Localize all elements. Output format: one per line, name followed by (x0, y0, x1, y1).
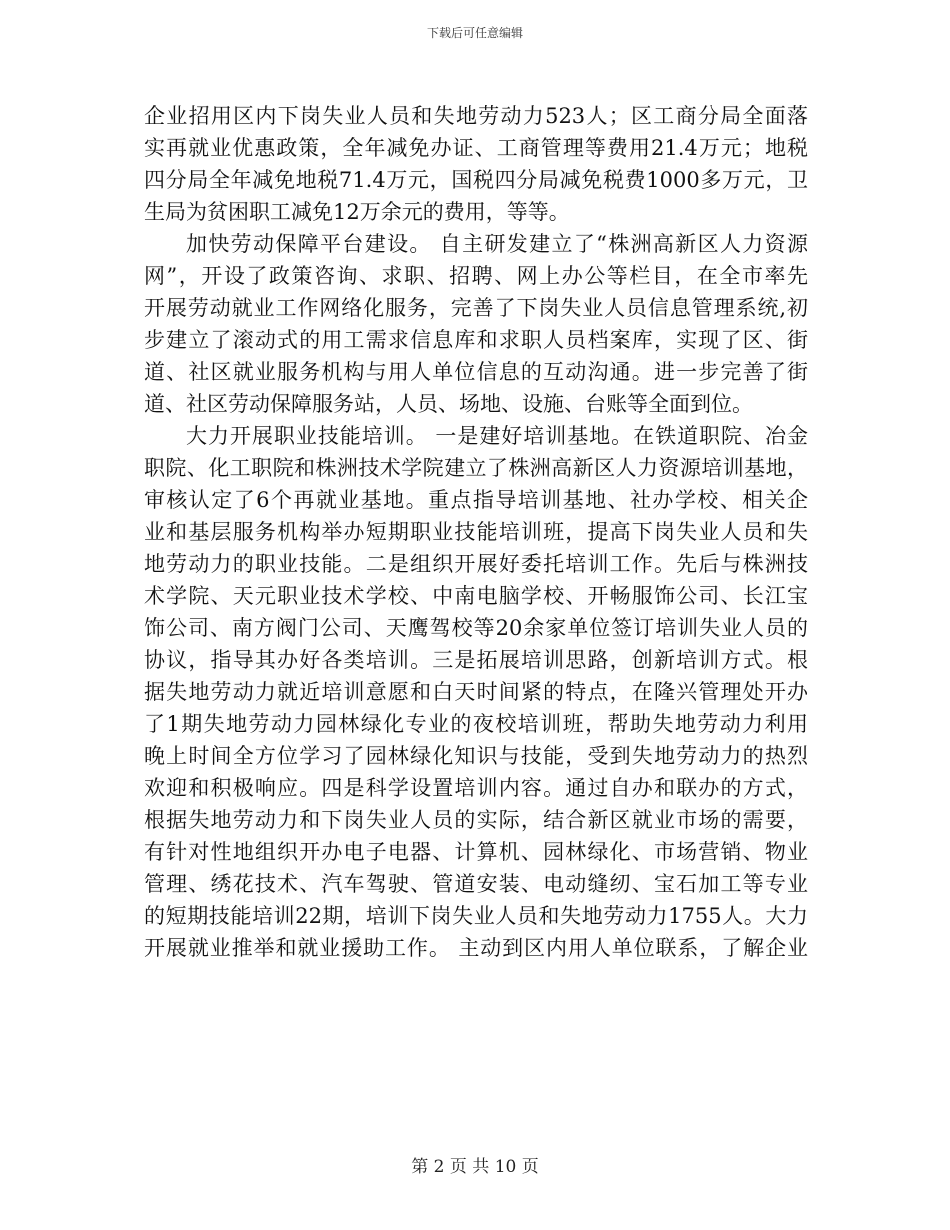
body-line: 业和基层服务机构举办短期职业技能培训班，提高下岗失业人员和失 (144, 520, 808, 544)
body-line: 欢迎和积极响应。四是科学设置培训内容。通过自办和联办的方式， (144, 776, 808, 800)
body-line: 生局为贫困职工减免12万余元的费用，等等。 (144, 200, 570, 224)
paragraph-first-line: 加快劳动保障平台建设。 自主研发建立了“株洲高新区人力资源 (186, 232, 808, 256)
body-line: 根据失地劳动力和下岗失业人员的实际，结合新区就业市场的需要， (144, 808, 808, 832)
body-line: 了1期失地劳动力园林绿化专业的夜校培训班，帮助失地劳动力利用 (144, 712, 808, 736)
body-line: 道、社区劳动保障服务站，人员、场地、设施、台账等全面到位。 (144, 392, 753, 416)
body-line: 饰公司、南方阀门公司、天鹰驾校等20余家单位签订培训失业人员的 (144, 616, 808, 640)
body-line: 开展就业推举和就业援助工作。 主动到区内用人单位联系，了解企业 (144, 936, 808, 960)
body-line: 实再就业优惠政策，全年减免办证、工商管理等费用21.4万元；地税 (144, 136, 808, 160)
document-body (144, 100, 808, 964)
body-line: 职院、化工职院和株洲技术学院建立了株洲高新区人力资源培训基地， (144, 456, 808, 480)
body-line: 据失地劳动力就近培训意愿和白天时间紧的特点，在隆兴管理处开办 (144, 680, 808, 704)
body-line: 管理、绣花技术、汽车驾驶、管道安装、电动缝纫、宝石加工等专业 (144, 872, 808, 896)
body-line: 审核认定了6个再就业基地。重点指导培训基地、社办学校、相关企 (144, 488, 808, 512)
body-line: 术学院、天元职业技术学校、中南电脑学校、开畅服饰公司、长江宝 (144, 584, 808, 608)
body-line: 的短期技能培训22期，培训下岗失业人员和失地劳动力1755人。大力 (144, 904, 808, 928)
body-line: 四分局全年减免地税71.4万元，国税四分局减免税费1000多万元，卫 (144, 168, 808, 192)
body-line: 协议，指导其办好各类培训。三是拓展培训思路，创新培训方式。根 (144, 648, 808, 672)
body-line: 步建立了滚动式的用工需求信息库和求职人员档案库，实现了区、街 (144, 328, 808, 352)
body-line: 有针对性地组织开办电子电器、计算机、园林绿化、市场营销、物业 (144, 840, 808, 864)
page-number-footer: 第 2 页 共 10 页 (411, 1157, 539, 1177)
page-header: 下载后可任意编辑 (426, 26, 523, 40)
body-line: 地劳动力的职业技能。二是组织开展好委托培训工作。先后与株洲技 (144, 552, 808, 576)
body-line: 道、社区就业服务机构与用人单位信息的互动沟通。进一步完善了街 (144, 360, 808, 384)
paragraph-first-line: 大力开展职业技能培训。 一是建好培训基地。在铁道职院、冶金 (186, 424, 808, 448)
body-line: 网”，开设了政策咨询、求职、招聘、网上办公等栏目，在全市率先 (144, 264, 808, 288)
body-line: 开展劳动就业工作网络化服务，完善了下岗失业人员信息管理系统,初 (144, 296, 808, 320)
body-line: 企业招用区内下岗失业人员和失地劳动力523人；区工商分局全面落 (144, 104, 808, 128)
body-line: 晚上时间全方位学习了园林绿化知识与技能，受到失地劳动力的热烈 (144, 744, 808, 768)
